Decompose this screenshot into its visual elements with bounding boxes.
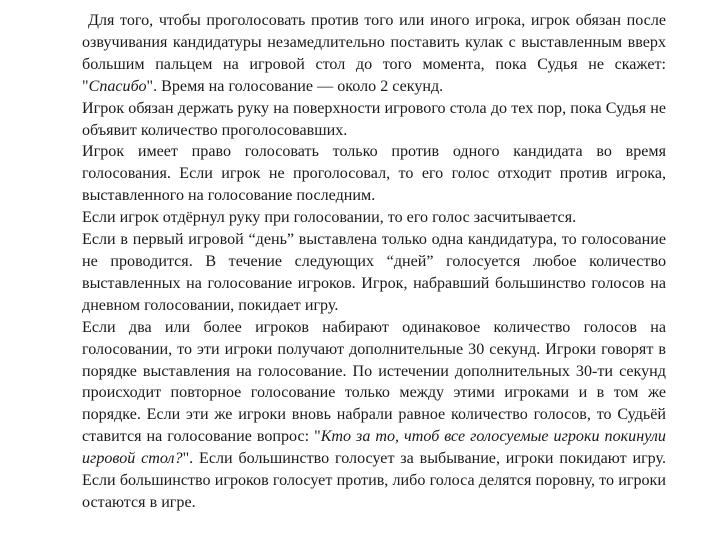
- paragraph-hold-hand: [82, 98, 666, 142]
- text-segment: Игрок обязан держать руку на поверхности игрового стола до тех пор, пока Судья не объявит количество проголосовавших.: [82, 99, 666, 139]
- text-segment: Игрок имеет право голосовать только против одного кандидата во время голосования. Если игрок не проголосовал, то его голос отходит против игрока, выставленного на голосование последним.: [82, 143, 666, 205]
- text-segment: Если игрок отдёрнул руку при голосовании, то его голос засчитывается.: [82, 209, 577, 227]
- text-segment: Для того, чтобы проголосовать против того или иного игрока, игрок обязан после озвучивания кандидатуры незамедлительно поставить кулак с выставленным вверх большим пальцем на игровой стол до того момента, пока Судья не скажет: ": [82, 12, 666, 95]
- paragraph-withdrawn-hand: [82, 207, 666, 229]
- document-page: [82, 10, 666, 536]
- text-segment: ". Если большинство голосует за выбывание, игроки покидают игру. Если большинство игроков голосует против, либо голоса делятся поровну, то игроки остаются в игре.: [82, 450, 666, 511]
- text-segment: Если в первый игровой “день” выставлена только одна кандидатура, то голосование не проводится. В течение следующих “дней” голосуется любое количество выставленных на голосование игроков. Игрок, набравший большинство голосов на дневном голосовании, покидает игру.: [82, 231, 666, 314]
- paragraph-tie-vote: [82, 317, 666, 514]
- italic-quote-question: Кто за то, чтоб все голосуемые игроки покинули игровой стол?: [82, 428, 666, 468]
- text-segment: Если два или более игроков набирают одинаковое количество голосов на голосовании, то эти игроки получают дополнительные 30 секунд. Игроки говорят в порядке выставления на голосование. По истечении дополнительных 30-ти секунд происходит повторное голосование только между этими игроками и в том же порядке. Если эти же игроки вновь набрали равное количество голосов, то Судьёй ставится на голосование вопрос: ": [82, 318, 666, 446]
- paragraph-voting-gesture: [82, 10, 666, 98]
- text-segment: ". Время на голосование — около 2 секунд.: [146, 77, 444, 95]
- paragraph-one-candidate: [82, 141, 666, 207]
- paragraph-first-day: [82, 229, 666, 317]
- italic-quote-spasibo: Спасибо: [88, 77, 147, 95]
